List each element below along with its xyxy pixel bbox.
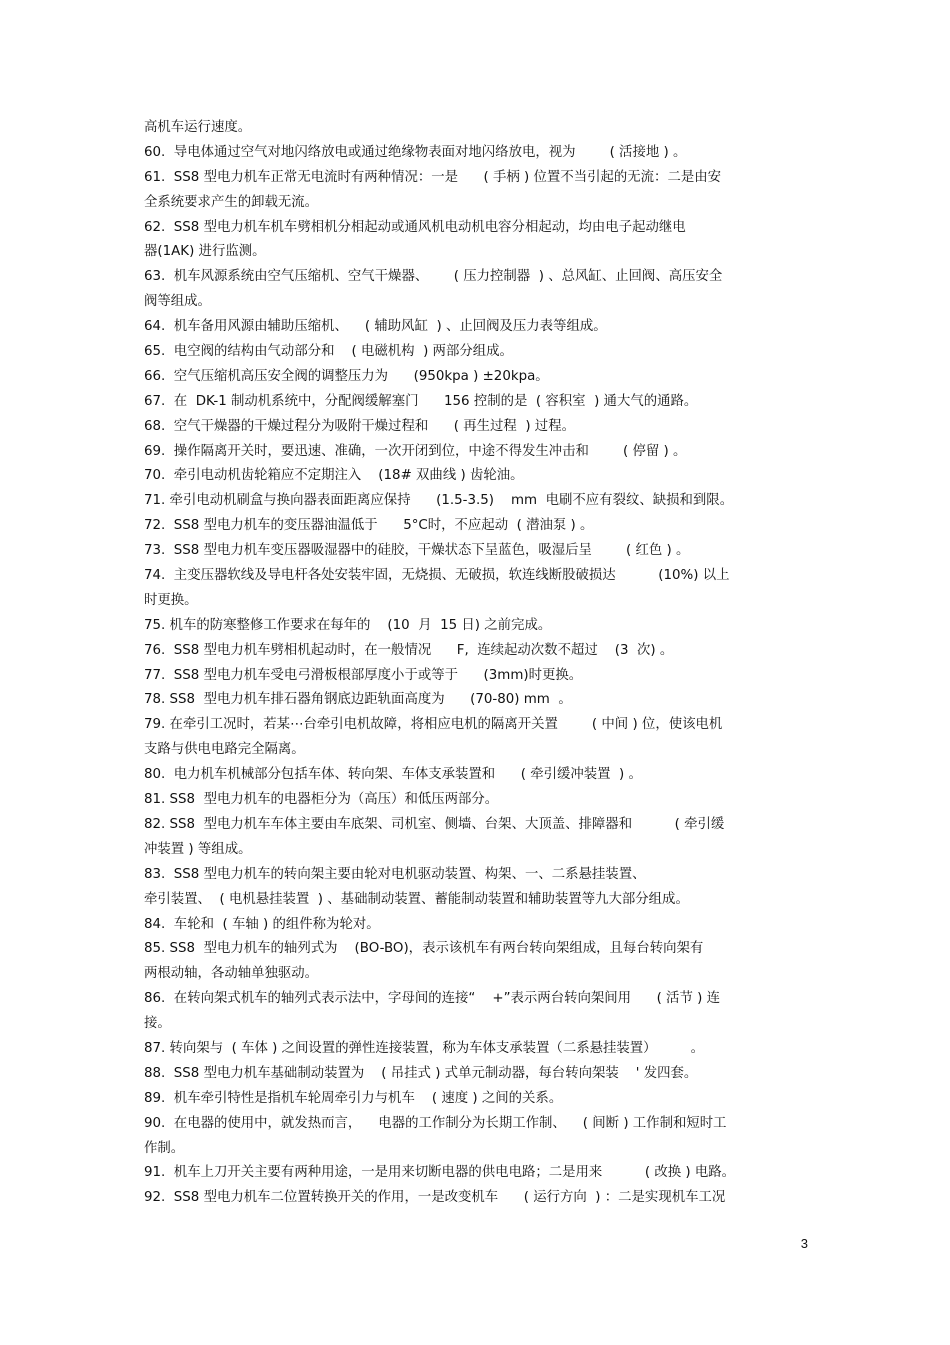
- text-line: 65. 电空阀的结构由气动部分和 ( 电磁机构 ) 两部分组成。: [144, 344, 513, 360]
- text-line: 61. SS8 型电力机车正常无电流时有两种情况：一是 ( 手柄 ) 位置不当引起的无流：二是由安: [144, 169, 722, 185]
- text-line: 74. 主变压器软线及导电杆各处安装牢固，无烧损、无破损，软连线断股破损达 (10%) 以上: [144, 568, 730, 584]
- text-line: 72. SS8 型电力机车的变压器油温低于 5°C时，不应起动 ( 潜油泵 ) 。: [144, 518, 594, 534]
- text-line: 76. SS8 型电力机车劈相机起动时，在一般情况 F, 连续起动次数不超过 (3 次) 。: [144, 642, 674, 658]
- text-line: 70. 牵引电动机齿轮箱应不定期注入 (18# 双曲线 ) 齿轮油。: [144, 468, 524, 484]
- text-line: 66. 空气压缩机高压安全阀的调整压力为 (950kpa ) ±20kpa。: [144, 368, 549, 384]
- text-line: 81. SS8 型电力机车的电器柜分为（高压）和低压两部分。: [144, 792, 499, 808]
- text-line: 71. 牵引电动机刷盒与换向器表面距离应保持 (1.5-3.5) mm 电刷不应有裂纹、缺损和到限。: [144, 493, 734, 509]
- text-line: 73. SS8 型电力机车变压器吸湿器中的硅胶，干燥状态下呈蓝色，吸湿后呈 ( 红色 ) 。: [144, 543, 690, 559]
- text-line: 64. 机车备用风源由辅助压缩机、 ( 辅助风缸 ) 、止回阀及压力表等组成。: [144, 319, 607, 335]
- text-line: 85. SS8 型电力机车的轴列式为 (BO-BO)，表示该机车有两台转向架组成，且每台转向架有: [144, 941, 704, 957]
- text-line: 作制。: [144, 1140, 185, 1156]
- text-body: [144, 116, 814, 1211]
- text-line: 91. 机车上刀开关主要有两种用途，一是用来切断电器的供电电路；二是用来 ( 改换 ) 电路。: [144, 1165, 736, 1181]
- text-line: 79. 在牵引工况时，若某⋯台牵引电机故障，将相应电机的隔离开关置 ( 中间 ) 位，使该电机: [144, 717, 723, 733]
- text-line: 接。: [144, 1016, 171, 1032]
- text-line: 两根动轴，各动轴单独驱动。: [144, 966, 319, 982]
- text-line: 92. SS8 型电力机车二位置转换开关的作用，一是改变机车 ( 运行方向 ) ：二是实现机车工况: [144, 1190, 726, 1206]
- text-line: 67. 在 DK-1 制动机系统中，分配阀缓解塞门 156 控制的是 ( 容积室 ) 通大气的通路。: [144, 393, 698, 409]
- text-line: 69. 操作隔离开关时，要迅速、准确，一次开闭到位，中途不得发生冲击和 ( 停留 ) 。: [144, 443, 687, 459]
- text-line: 80. 电力机车机械部分包括车体、转向架、车体支承装置和 ( 牵引缓冲装置 ) 。: [144, 767, 642, 783]
- text-line: 阀等组成。: [144, 294, 211, 310]
- text-line: 83. SS8 型电力机车的转向架主要由轮对电机驱动装置、构架、一、二系悬挂装置、: [144, 866, 646, 882]
- text-line: 支路与供电电路完全隔离。: [144, 742, 305, 758]
- text-line: 68. 空气干燥器的干燥过程分为吸附干燥过程和 ( 再生过程 ) 过程。: [144, 418, 575, 434]
- text-line: 84. 车轮和 ( 车轴 ) 的组件称为轮对。: [144, 916, 380, 932]
- text-line: 89. 机车牵引特性是指机车轮周牵引力与机车 ( 速度 ) 之间的关系。: [144, 1090, 563, 1106]
- text-line: 器(1AK) 进行监测。: [144, 244, 266, 260]
- text-line: 86. 在转向架式机车的轴列式表示法中，字母间的连接“ +”表示两台转向架间用 ( 活节 ) 连: [144, 991, 720, 1007]
- text-line: 87. 转向架与 ( 车体 ) 之间设置的弹性连接装置，称为车体支承装置（二系悬挂装置） 。: [144, 1040, 705, 1056]
- text-line: 60. 导电体通过空气对地闪络放电或通过绝缘物表面对地闪络放电，视为 ( 活接地 ) 。: [144, 144, 687, 160]
- text-line: 63. 机车风源系统由空气压缩机、空气干燥器、 ( 压力控制器 ) 、总风缸、止回阀、高压安全: [144, 269, 723, 285]
- text-line: 时更换。: [144, 592, 198, 608]
- text-line: 78. SS8 型电力机车排石器角钢底边距轨面高度为 (70-80) mm 。: [144, 692, 572, 708]
- text-line: 全系统要求产生的卸载无流。: [144, 194, 319, 210]
- text-line: 冲装置 ) 等组成。: [144, 841, 252, 857]
- text-line: 90. 在电器的使用中，就发热而言， 电器的工作制分为长期工作制、 ( 间断 ) 工作制和短时工: [144, 1115, 727, 1131]
- text-line: 82. SS8 型电力机车车体主要由车底架、司机室、侧墙、台架、大顶盖、排障器和 ( 牵引缓: [144, 816, 725, 832]
- page-number: 3: [800, 1236, 808, 1251]
- text-line: 62. SS8 型电力机车机车劈相机分相起动或通风机电动机电容分相起动，均由电子起动继电: [144, 219, 686, 235]
- text-line: 牵引装置、 ( 电机悬挂装置 ) 、基础制动装置、蓄能制动装置和辅助装置等九大部分组成。: [144, 891, 689, 907]
- text-line: 高机车运行速度。: [144, 120, 252, 135]
- text-line: 75. 机车的防寒整修工作要求在每年的 (10 月 15 日) 之前完成。: [144, 617, 552, 633]
- text-line: 77. SS8 型电力机车受电弓滑板根部厚度小于或等于 (3mm)时更换。: [144, 667, 583, 683]
- text-line: 88. SS8 型电力机车基础制动装置为 ( 吊挂式 ) 式单元制动器，每台转向架装 ' 发四套。: [144, 1065, 698, 1081]
